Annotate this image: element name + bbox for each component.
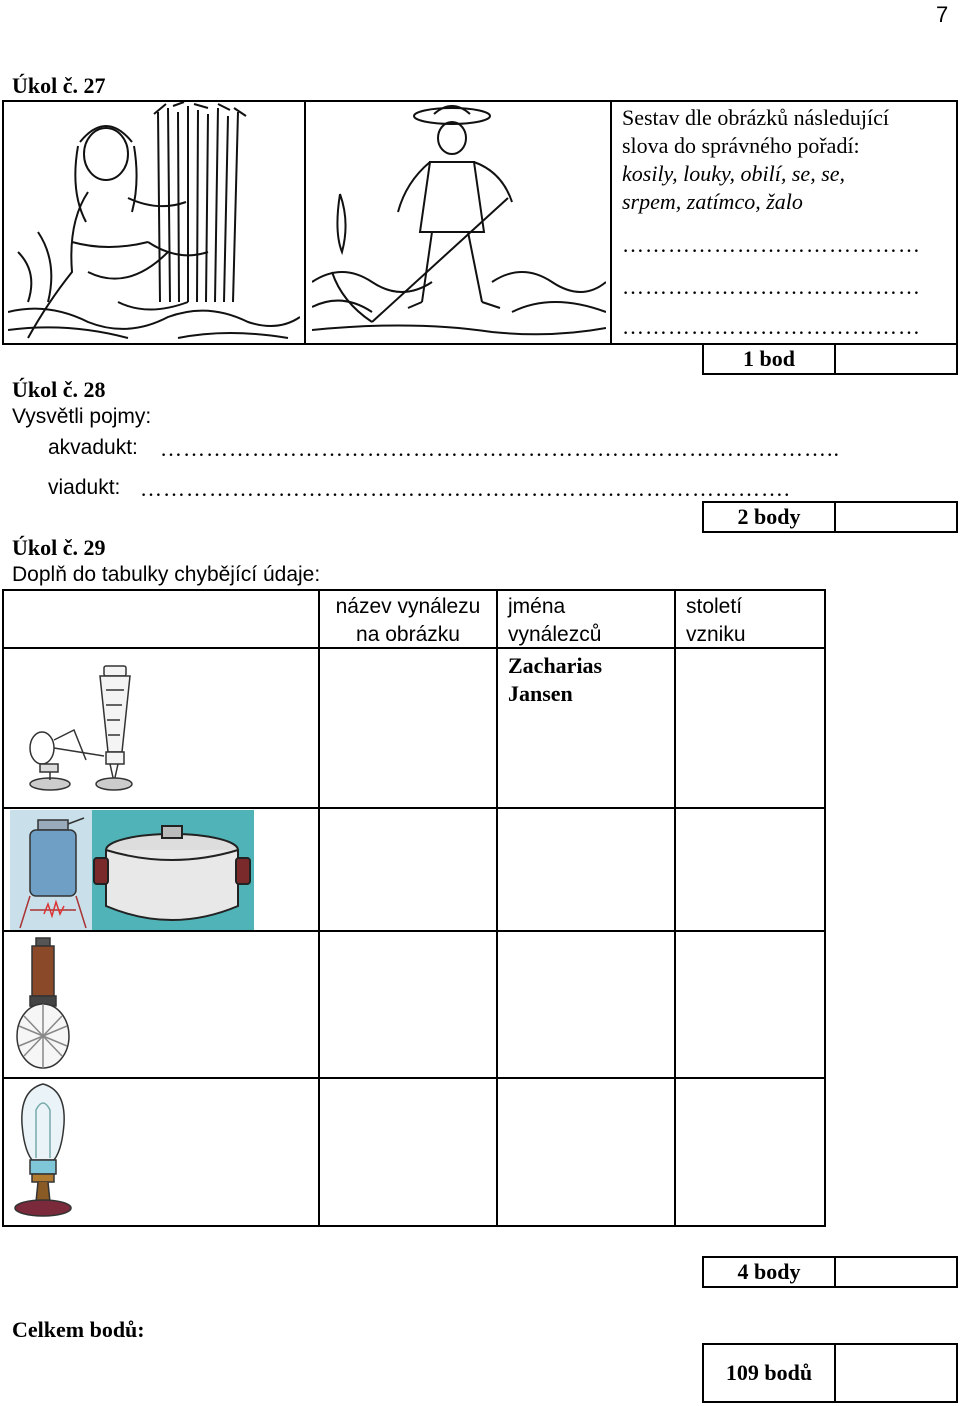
row2-invention-name-field[interactable] (320, 809, 496, 930)
task27-answer-line-1[interactable]: ………………………………… (622, 232, 921, 257)
row3-inventor-field[interactable] (498, 932, 674, 1077)
task28-title: Úkol č. 28 (12, 377, 106, 402)
row3-century-field[interactable] (676, 932, 824, 1077)
total-score-field[interactable] (836, 1345, 956, 1401)
row2-inventor-field[interactable] (498, 809, 674, 930)
header-inventor-names: jména vynálezců (508, 595, 602, 646)
row4-invention-name-field[interactable] (320, 1079, 496, 1225)
header-invention-name: název vynálezu na obrázku (335, 595, 481, 646)
total-score-box (702, 1343, 958, 1403)
total-label: Celkem bodů: (12, 1317, 145, 1342)
task28-score-label: 2 body (704, 503, 836, 531)
row4-inventor-field[interactable] (498, 1079, 674, 1225)
task27-score-box (702, 343, 958, 375)
light-bulb-image (10, 1080, 76, 1224)
task27-instruction-line2: slova do správného pořadí: (622, 133, 860, 158)
total-score-label: 109 bodů (704, 1345, 836, 1401)
term-akvadukt-answer[interactable]: …………………………………………………………………………….. (160, 436, 840, 461)
term-akvadukt-label: akvadukt: (48, 436, 138, 459)
term-viadukt-label: viadukt: (48, 476, 121, 499)
task29-title: Úkol č. 29 (12, 535, 106, 560)
task27-title: Úkol č. 27 (12, 73, 106, 98)
task27-words-line1: kosily, louky, obilí, se, se, (622, 161, 846, 186)
pressure-cooker-image (10, 810, 254, 930)
row1-invention-name-field[interactable] (320, 649, 496, 807)
task27-words-line2: srpem, zatímco, žalo (622, 189, 803, 214)
task29-score-box (702, 1256, 958, 1288)
woodcut-reaper-woman-image (8, 102, 300, 342)
microscope-image (14, 660, 144, 796)
task29-score-field[interactable] (836, 1258, 956, 1286)
row1-inventor: Zacharias Jansen (508, 653, 603, 706)
row4-century-field[interactable] (676, 1079, 824, 1225)
task29-score-label: 4 body (704, 1258, 836, 1286)
page-number: 7 (936, 2, 949, 27)
task27-score-field[interactable] (836, 345, 956, 373)
task29-instruction: Doplň do tabulky chybějící údaje: (12, 563, 321, 586)
task27-answer-line-3[interactable]: ………………………………… (622, 314, 921, 339)
term-viadukt-answer[interactable]: …………………………………………………………………………. (140, 476, 791, 501)
row2-century-field[interactable] (676, 809, 824, 930)
row3-invention-name-field[interactable] (320, 932, 496, 1077)
task27-answer-line-2[interactable]: ………………………………… (622, 274, 921, 299)
task28-instruction: Vysvětli pojmy: (12, 405, 152, 428)
row1-century-field[interactable] (676, 649, 824, 807)
task28-score-field[interactable] (836, 503, 956, 531)
task28-score-box (702, 501, 958, 533)
task27-instruction-line1: Sestav dle obrázků následující (622, 105, 889, 130)
header-century: století vzniku (686, 595, 746, 646)
arc-lamp-image (14, 936, 76, 1076)
woodcut-mower-man-image (312, 102, 606, 338)
task27-score-label: 1 bod (704, 345, 836, 373)
